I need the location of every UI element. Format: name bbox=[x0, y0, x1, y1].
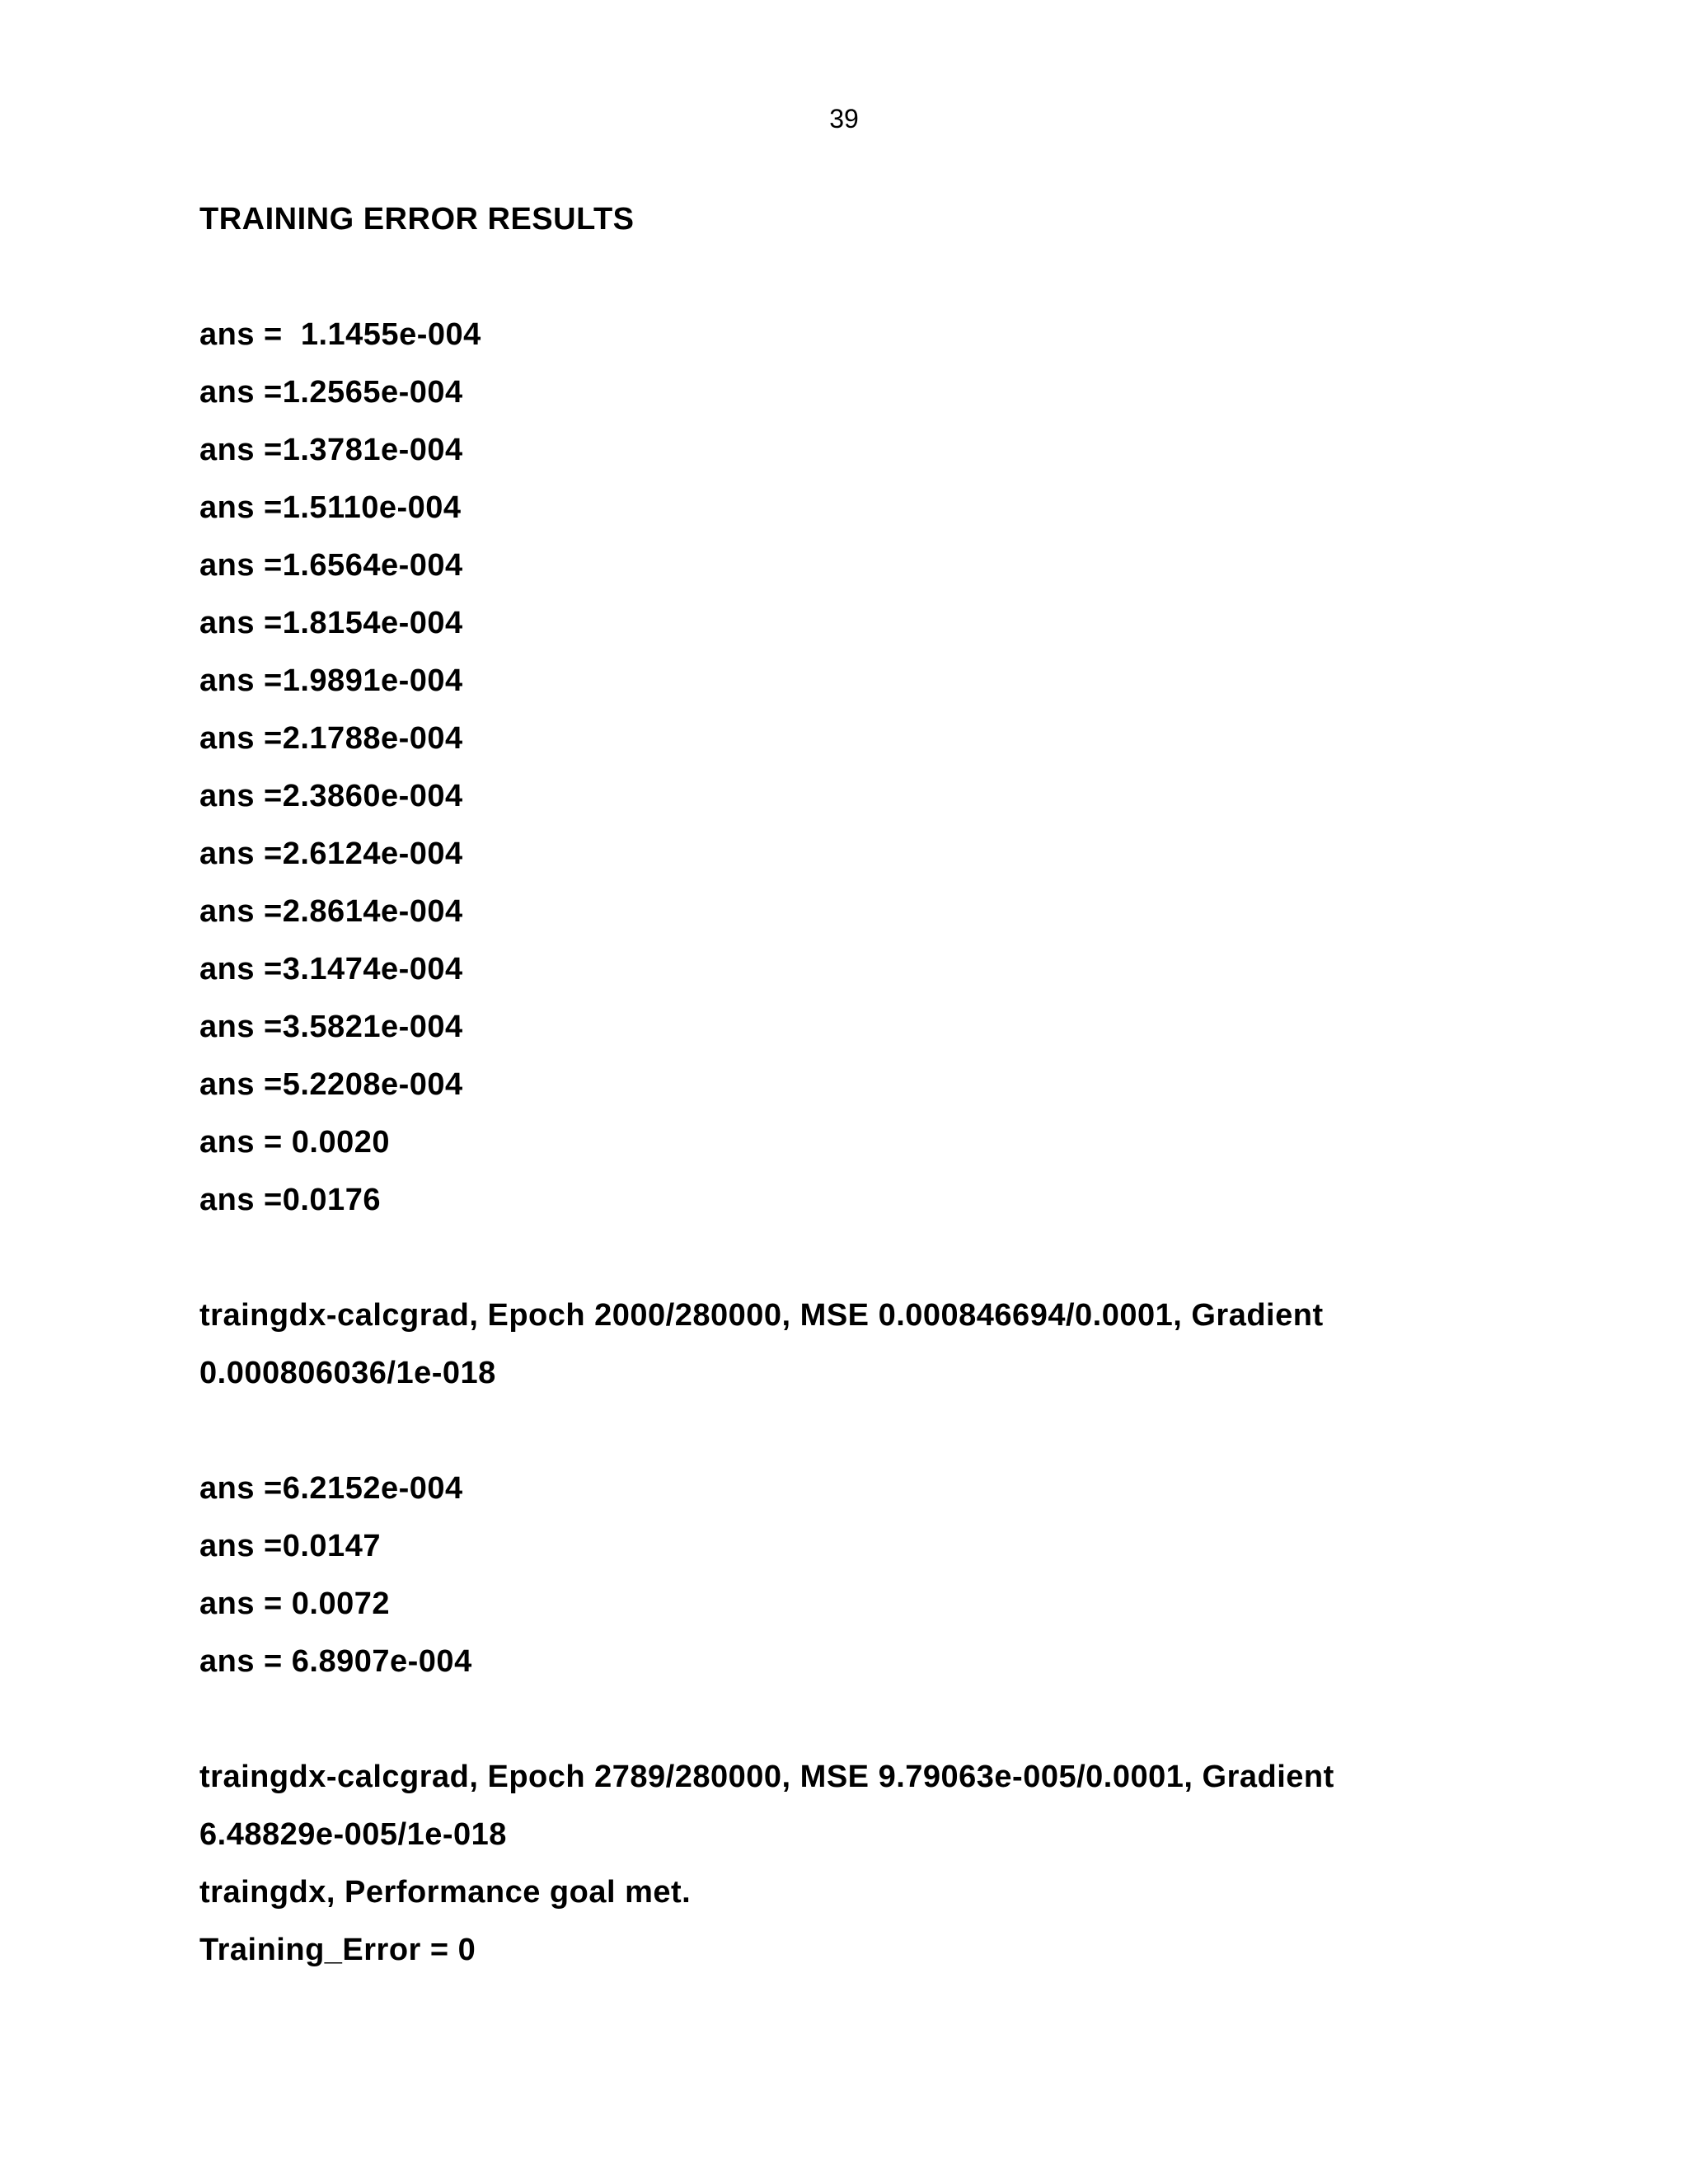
training-error-result: Training_Error = 0 bbox=[199, 1933, 476, 1967]
ans-line: ans =3.5821e-004 bbox=[199, 1010, 463, 1044]
section-heading: TRAINING ERROR RESULTS bbox=[199, 202, 635, 237]
ans-line: ans =0.0176 bbox=[199, 1183, 381, 1217]
ans-line: ans = 6.8907e-004 bbox=[199, 1644, 472, 1679]
spacer bbox=[199, 1229, 1518, 1286]
ans-line: ans =2.8614e-004 bbox=[199, 894, 463, 929]
ans-line: ans =1.3781e-004 bbox=[199, 433, 463, 467]
training-log-1 bbox=[199, 1286, 1518, 1402]
log-line: traingdx, Performance goal met. bbox=[199, 1875, 692, 1910]
training-log-2 bbox=[199, 1748, 1518, 1979]
ans-line: ans =0.0147 bbox=[199, 1529, 381, 1563]
ans-line: ans = 0.0072 bbox=[199, 1586, 391, 1621]
spacer bbox=[199, 1690, 1518, 1748]
ans-line: ans =1.2565e-004 bbox=[199, 375, 463, 410]
ans-list-2 bbox=[199, 1460, 1518, 1690]
ans-line: ans =2.3860e-004 bbox=[199, 779, 463, 813]
ans-line: ans =1.6564e-004 bbox=[199, 548, 463, 583]
ans-line: ans =5.2208e-004 bbox=[199, 1067, 463, 1102]
ans-line: ans =1.5110e-004 bbox=[199, 490, 462, 525]
log-line: 0.000806036/1e-018 bbox=[199, 1356, 496, 1390]
ans-line: ans =1.8154e-004 bbox=[199, 606, 463, 640]
log-line: 6.48829e-005/1e-018 bbox=[199, 1817, 507, 1852]
ans-line: ans =1.9891e-004 bbox=[199, 663, 463, 698]
log-line: traingdx-calcgrad, Epoch 2000/280000, MSE 0.000846694/0.0001, Gradient bbox=[199, 1298, 1324, 1333]
ans-line: ans = 0.0020 bbox=[199, 1125, 391, 1160]
ans-line: ans =2.1788e-004 bbox=[199, 721, 463, 756]
ans-line: ans =3.1474e-004 bbox=[199, 952, 463, 987]
document-body bbox=[199, 190, 1518, 1979]
ans-list-1 bbox=[199, 306, 1518, 1229]
log-line: traingdx-calcgrad, Epoch 2789/280000, MSE 9.79063e-005/0.0001, Gradient bbox=[199, 1760, 1334, 1794]
page-number: 39 bbox=[829, 104, 859, 134]
ans-line: ans = 1.1455e-004 bbox=[199, 317, 481, 352]
ans-line: ans =6.2152e-004 bbox=[199, 1471, 463, 1506]
spacer bbox=[199, 1402, 1518, 1460]
ans-line: ans =2.6124e-004 bbox=[199, 837, 463, 871]
spacer bbox=[199, 248, 1518, 306]
